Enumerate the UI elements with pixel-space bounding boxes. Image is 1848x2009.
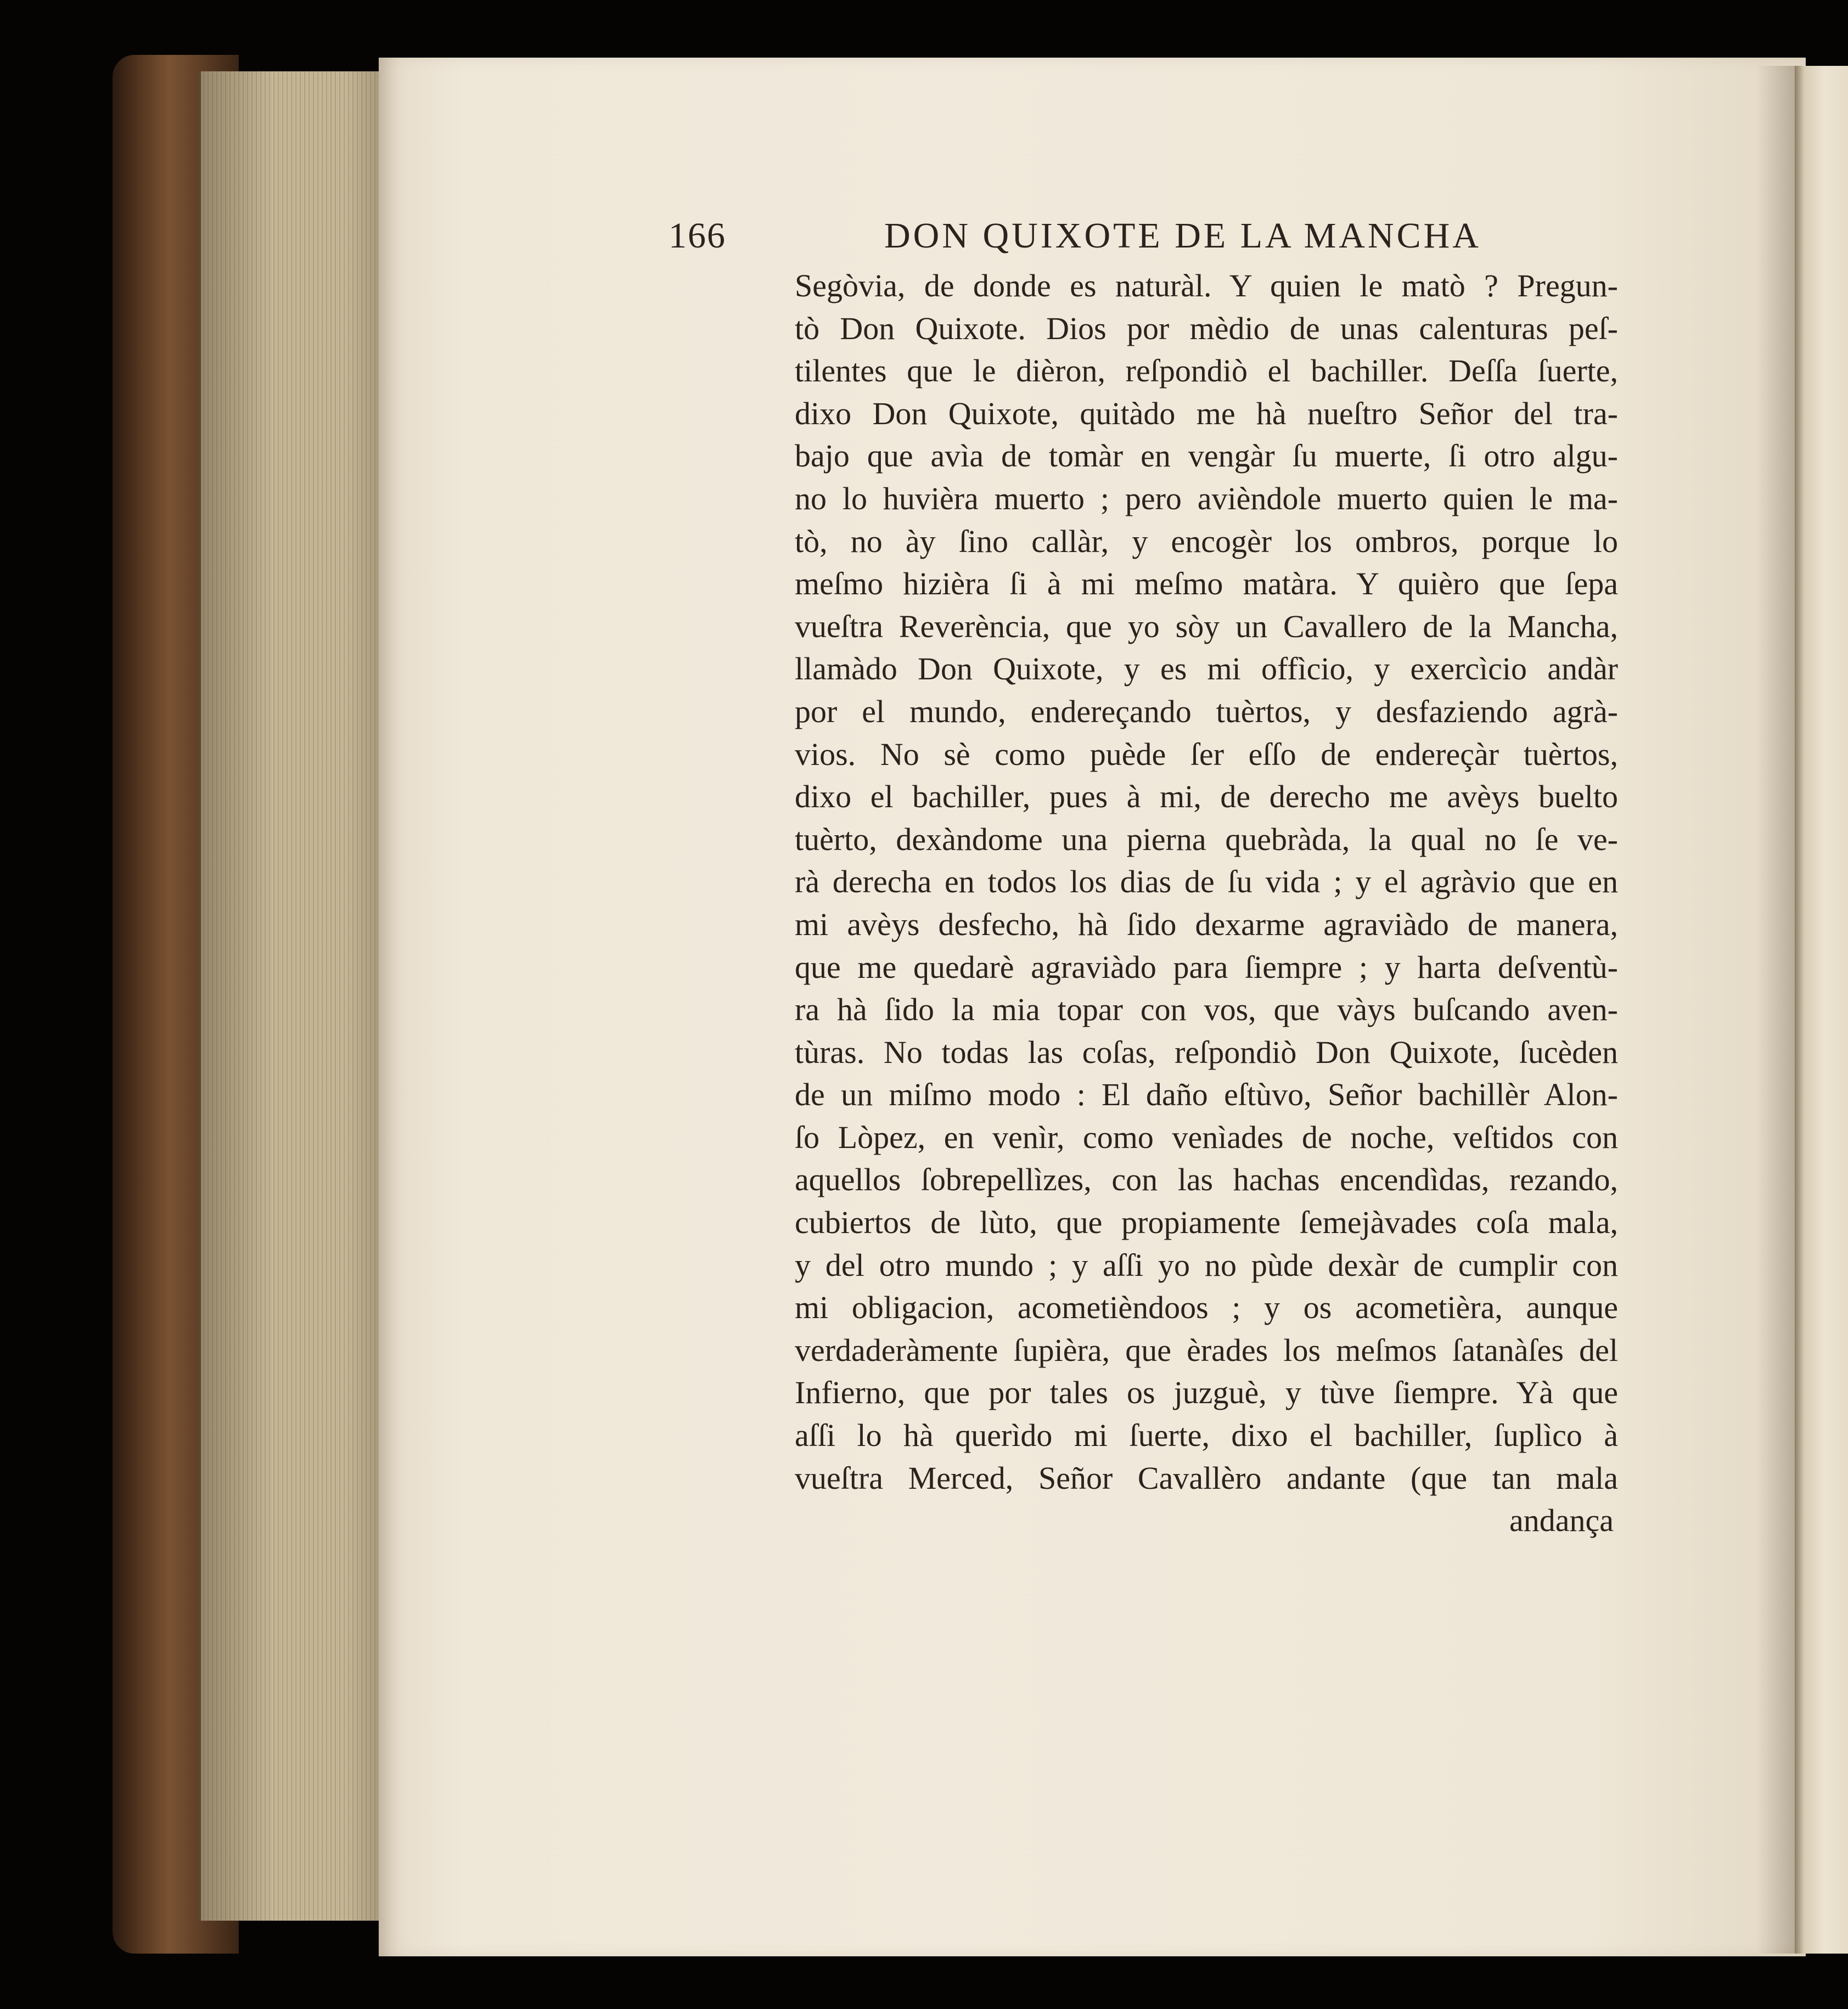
text-line: tò Don Quixote. Dios por mèdio de unas calenturas peſ- — [795, 310, 1618, 346]
text-line: tuèrto, dexàndome una pierna quebràda, la qual no ſe ve- — [795, 821, 1618, 857]
text-line: Infierno, que por tales os juzguè, y tùve ſiempre. Yà que — [795, 1375, 1618, 1411]
text-line: rà derecha en todos los dias de ſu vida ; y el agràvio que en — [795, 864, 1618, 900]
text-line: mi avèys desfecho, hà ſido dexarme agraviàdo de manera, — [795, 906, 1618, 942]
text-line: ſo Lòpez, en venìr, como venìades de noche, veſtidos con — [795, 1119, 1618, 1155]
text-block — [669, 215, 1618, 1542]
text-line: vueſtra Merced, Señor Cavallèro andante (que tan mala — [795, 1460, 1618, 1496]
text-line: por el mundo, endereçando tuèrtos, y desfaziendo agrà- — [795, 693, 1618, 729]
text-line: aquellos ſobrepellìzes, con las hachas encendìdas, rezando, — [795, 1162, 1618, 1198]
text-line: que me quedarè agraviàdo para ſiempre ; y harta deſventù- — [795, 949, 1618, 985]
text-line: no lo huvièra muerto ; pero avièndole muerto quien le ma- — [795, 480, 1618, 516]
text-line: cubiertos de lùto, que propiamente ſemejàvades coſa mala, — [795, 1205, 1618, 1241]
text-line: vios. No sè como puède ſer eſſo de endereçàr tuèrtos, — [795, 736, 1618, 772]
text-line: mi obligacion, acometièndoos ; y os acometièra, aunque — [795, 1290, 1618, 1326]
text-line: tò, no ày ſino callàr, y encogèr los ombros, porque lo — [795, 523, 1618, 559]
text-line: verdaderàmente ſupièra, que èrades los meſmos ſatanàſes del — [795, 1332, 1618, 1368]
text-line: dixo Don Quixote, quitàdo me hà nueſtro Señor del tra- — [795, 395, 1618, 431]
catchword: andança — [1509, 1502, 1614, 1539]
running-head — [669, 215, 1618, 265]
text-line: aſſi lo hà querìdo mi ſuerte, dixo el bachiller, ſuplìco à — [795, 1417, 1618, 1454]
page-edges-shade — [198, 71, 384, 1921]
text-line: de un miſmo modo : El daño eſtùvo, Señor bachillèr Alon- — [795, 1077, 1618, 1113]
text-line: bajo que avìa de tomàr en vengàr ſu muerte, ſi otro algu- — [795, 438, 1618, 474]
text-line: ra hà ſido la mia topar con vos, que vàys buſcando aven- — [795, 992, 1618, 1028]
text-line: Segòvia, de donde es naturàl. Y quien le matò ? Pregun- — [795, 268, 1618, 303]
text-line: tilentes que le dièron, reſpondiò el bachiller. Deſſa ſuerte, — [795, 353, 1618, 389]
text-line: tùras. No todas las coſas, reſpondiò Don Quixote, ſucèden — [795, 1034, 1618, 1070]
text-line: dixo el bachiller, pues à mi, de derecho me avèys buelto — [795, 779, 1618, 815]
body-text — [795, 265, 1618, 1542]
facing-page-edge — [1795, 66, 1848, 1954]
text-line: meſmo hizièra ſi à mi meſmo matàra. Y quièro que ſepa — [795, 566, 1618, 602]
text-line: llamàdo Don Quixote, y es mi offìcio, y exercìcio andàr — [795, 651, 1618, 687]
text-line: y del otro mundo ; y aſſi yo no pùde dexàr de cumplir con — [795, 1247, 1618, 1283]
page-number: 166 — [669, 216, 726, 256]
text-line: vueſtra Reverència, que yo sòy un Cavallero de la Mancha, — [795, 608, 1618, 644]
running-title: DON QUIXOTE DE LA MANCHA — [884, 216, 1481, 256]
